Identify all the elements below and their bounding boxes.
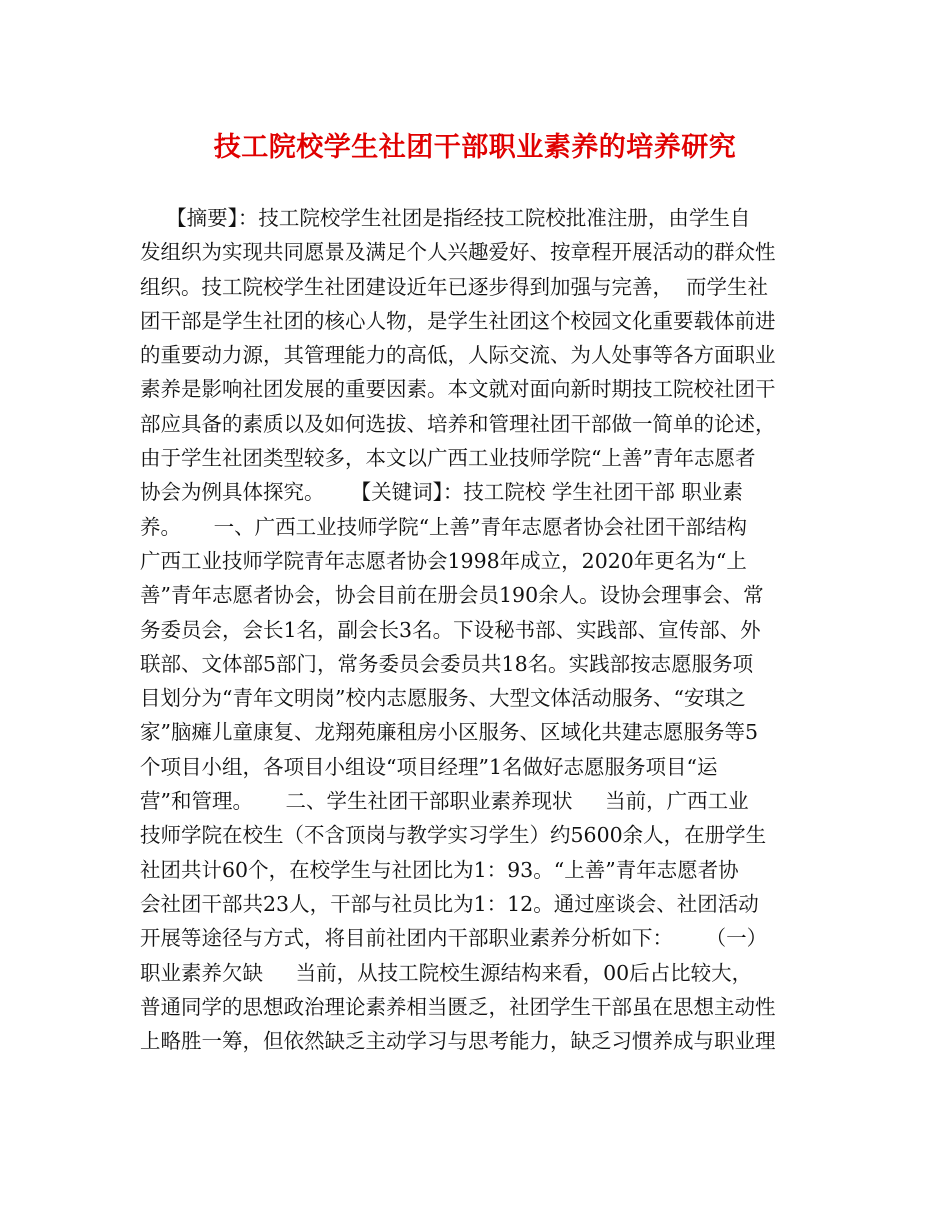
body-line: 目划分为“青年文明岗”校内志愿服务、大型文体活动服务、“安琪之 [140, 686, 746, 711]
body-line: 联部、文体部5部门，常务委员会委员共18名。实践部按志愿服务项 [140, 651, 754, 676]
body-line: 开展等途径与方式，将目前社团内干部职业素养分析如下： （一） [140, 926, 768, 951]
body-line: 素养是影响社团发展的重要因素。本文就对面向新时期技工院校社团干 [140, 377, 776, 402]
body-line: 养。 一、广西工业技师学院“上善”青年志愿者协会社团干部结构 [140, 514, 748, 539]
body-line: 家”脑瘫儿童康复、龙翔苑廉租房小区服务、区域化共建志愿服务等5 [140, 720, 759, 745]
document-body [140, 201, 812, 1058]
body-line: 营”和管理。 二、学生社团干部职业素养现状 当前，广西工业 [140, 789, 749, 814]
body-line: 的重要动力源，其管理能力的高低，人际交流、为人处事等各方面职业 [140, 343, 776, 368]
body-line: 发组织为实现共同愿景及满足个人兴趣爱好、按章程开展活动的群众性 [140, 240, 776, 265]
body-line: 协会为例具体探究。 【关键词】：技工院校 学生社团干部 职业素 [140, 480, 743, 505]
body-line: 组织。技工院校学生社团建设近年已逐步得到加强与完善， 而学生社 [140, 274, 769, 299]
body-line: 务委员会，会长1名，副会长3名。下设秘书部、实践部、宣传部、外 [140, 617, 761, 642]
body-line: 职业素养欠缺 当前，从技工院校生源结构来看，00后占比较大， [140, 960, 753, 985]
body-line: 上略胜一筹，但依然缺乏主动学习与思考能力，缺乏习惯养成与职业理 [140, 1029, 776, 1054]
body-line: 广西工业技师学院青年志愿者协会1998年成立，2020年更名为“上 [140, 548, 747, 573]
body-line: 普通同学的思想政治理论素养相当匮乏，社团学生干部虽在思想主动性 [140, 994, 776, 1019]
body-line: 个项目小组，各项目小组设“项目经理”1名做好志愿服务项目“运 [140, 754, 718, 779]
body-line: 【摘要】：技工院校学生社团是指经技工院校批准注册，由学生自 [140, 206, 751, 230]
body-line: 团干部是学生社团的核心人物，是学生社团这个校园文化重要载体前进 [140, 308, 776, 333]
body-line: 会社团干部共23人，干部与社员比为1：12。通过座谈会、社团活动 [140, 891, 759, 916]
body-line: 技师学院在校生（不含顶岗与教学实习学生）约5600余人，在册学生 [140, 823, 767, 848]
body-line: 由于学生社团类型较多，本文以广西工业技师学院“上善”青年志愿者 [140, 446, 756, 471]
body-line: 社团共计60个，在校学生与社团比为1：93。“上善”青年志愿者协 [140, 857, 739, 882]
body-line: 善”青年志愿者协会，协会目前在册会员190余人。设协会理事会、常 [140, 583, 764, 608]
document-title: 技工院校学生社团干部职业素养的培养研究 [213, 132, 737, 163]
body-line: 部应具备的素质以及如何选拔、培养和管理社团干部做一简单的论述， [140, 411, 776, 436]
